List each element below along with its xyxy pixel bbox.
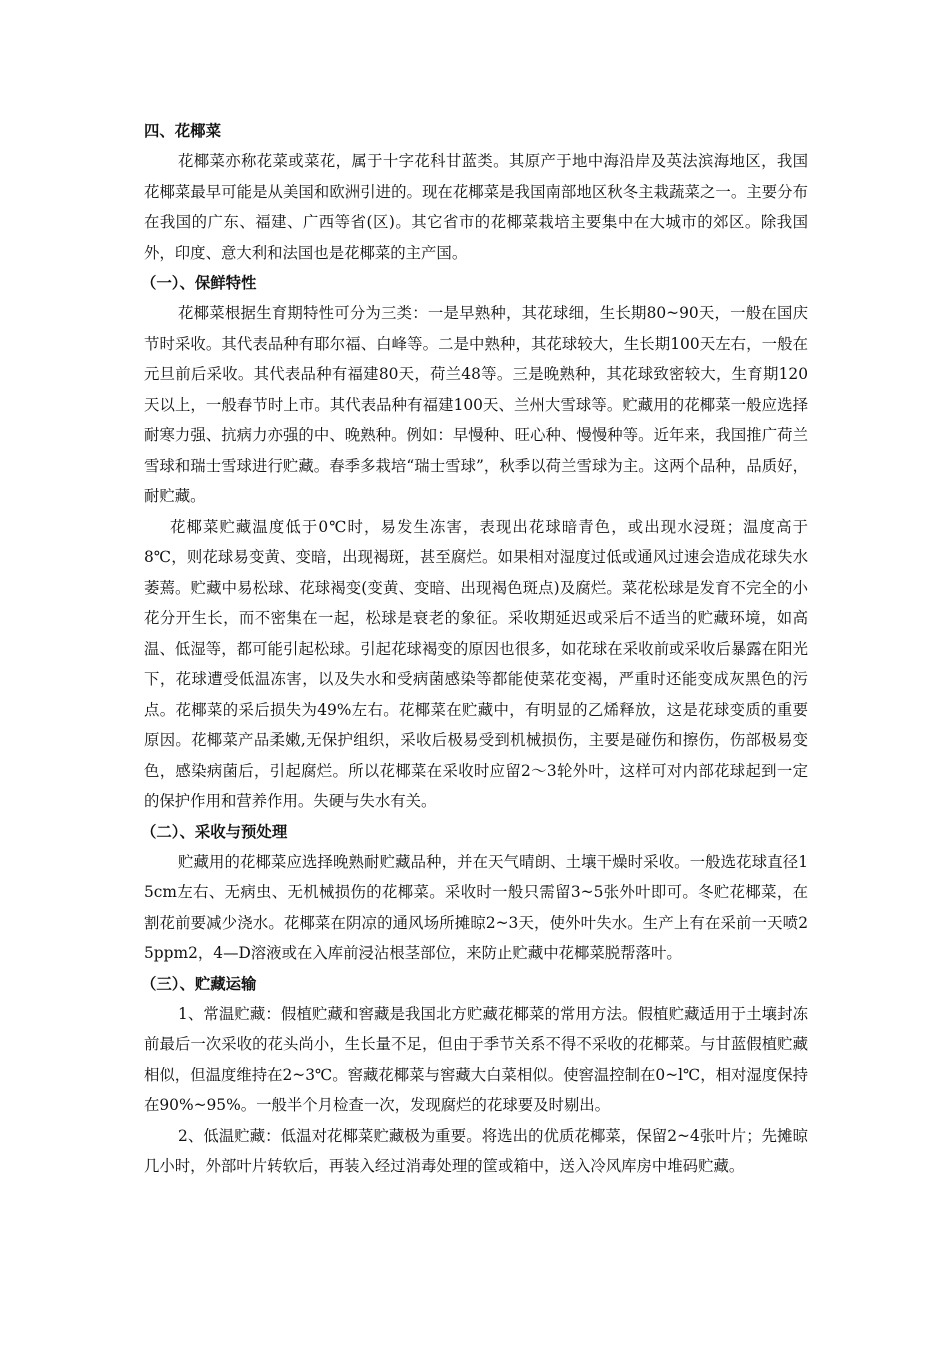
intro-paragraph: 花椰菜亦称花菜或菜花，属于十字花科甘蓝类。其原产于地中海沿岸及英法滨海地区，我国花椰菜最早可能是从美国和欧洲引进的。现在花椰菜是我国南部地区秋冬主栽蔬菜之一。主要分布在我国的广东、福建、广西等省(区)。其它省市的花椰菜栽培主要集中在大城市的郊区。除我国外，印度、意大利和法国也是花椰菜的主产国。 [144,152,808,262]
harvest-paragraph: 贮藏用的花椰菜应选择晚熟耐贮藏品种，并在天气晴朗、土壤干燥时采收。一般选花球直径15cm左右、无病虫、无机械损伤的花椰菜。采收时一般只需留3~5张外叶即可。冬贮花椰菜，在割花前要减少浇水。花椰菜在阴凉的通风场所摊晾2~3天，使外叶失水。生产上有在采前一天喷25ppm2，4—D溶液或在入库前浸沾根茎部位，来防止贮藏中花椰菜脱帮落叶。 [144,852,808,962]
section-heading-storage-transport: （三）、贮藏运输 [141,974,257,993]
document-title: 四、花椰菜 [144,122,221,140]
storage-paragraph-room-temp: 1、常温贮藏：假植贮藏和窖藏是我国北方贮藏花椰菜的常用方法。假植贮藏适用于土壤封冻前最后一次采收的花头尚小，生长量不足，但由于季节关系不得不采收的花椰菜。与甘蓝假植贮藏相似，但温度维持在2~3℃。窖藏花椰菜与窖藏大白菜相似。使窖温控制在0~l℃，相对湿度保持在90%~95%。一般半个月检查一次，发现腐烂的花球要及时剔出。 [144,1004,808,1114]
section-heading-freshness: （一）、保鲜特性 [141,274,257,292]
storage-paragraph-low-temp: 2、低温贮藏：低温对花椰菜贮藏极为重要。将选出的优质花椰菜，保留2~4张叶片；先摊晾几小时，外部叶片转软后，再装入经过消毒处理的筐或箱中，送入冷风库房中堆码贮藏。 [144,1126,808,1175]
section-heading-harvest: （二）、采收与预处理 [141,822,288,841]
freshness-paragraph-storage-issues: 花椰菜贮藏温度低于0℃时，易发生冻害，表现出花球暗青色，或出现水浸斑；温度高于8℃，则花球易变黄、变暗，出现褐斑，甚至腐烂。如果相对湿度过低或通风过速会造成花球失水萎蔫。贮藏中易松球、花球褐变(变黄、变暗、出现褐色斑点)及腐烂。菜花松球是发育不完全的小花分开生长，而不密集在一起，松球是衰老的象征。采收期延迟或采后不适当的贮藏环境，如高温、低湿等，都可能引起松球。引起花球褐变的原因也很多，如花球在采收前或采收后暴露在阳光下，花球遭受低温冻害，以及失水和受病菌感染等都能使菜花变褐，严重时还能变成灰黑色的污点。花椰菜的采后损失为49%左右。花椰菜在贮藏中，有明显的乙烯释放，这是花球变质的重要原因。花椰菜产品柔嫩,无保护组织，采收后极易受到机械损伤，主要是碰伤和擦伤，伤部极易变色，感染病菌后，引起腐烂。所以花椰菜在采收时应留2～3轮外叶，这样可对内部花球起到一定的保护作用和营养作用。失硬与失水有关。 [144,517,808,810]
freshness-paragraph-varieties: 花椰菜根据生育期特性可分为三类：一是早熟种，其花球细，生长期80~90天，一般在国庆节时采收。其代表品种有耶尔福、白峰等。二是中熟种，其花球较大，生长期100天左右，一般在元旦前后采收。其代表品种有福建80天，荷兰48等。三是晚熟种，其花球致密较大，生育期120天以上，一般春节时上市。其代表品种有福建100天、兰州大雪球等。贮藏用的花椰菜一般应选择耐寒力强、抗病力亦强的中、晚熟种。例如：早慢种、旺心种、慢慢种等。近年来，我国推广荷兰雪球和瑞士雪球进行贮藏。春季多栽培“瑞士雪球”，秋季以荷兰雪球为主。这两个品种，品质好，耐贮藏。 [144,304,808,505]
document-page [141,116,808,1182]
